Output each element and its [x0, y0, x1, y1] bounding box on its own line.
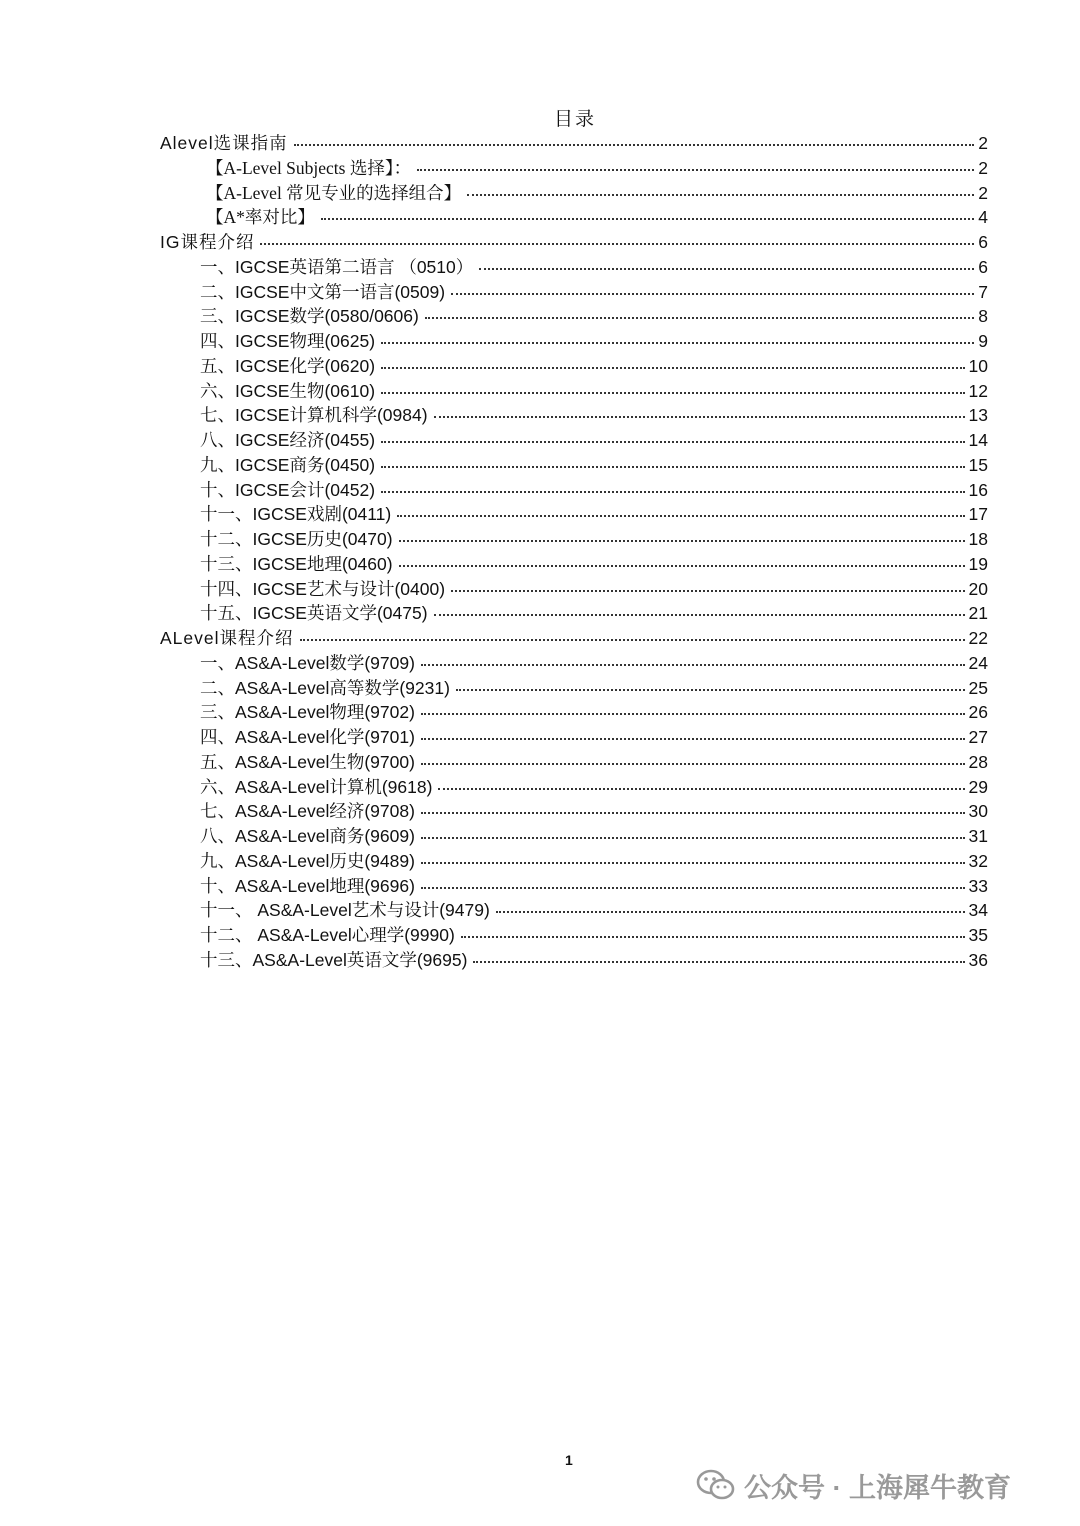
toc-entry[interactable] [160, 577, 988, 602]
toc-entry-label: 七、AS&A-Level经济(9708) [200, 801, 415, 822]
toc-entry[interactable] [160, 874, 988, 899]
toc-dot-leader [417, 169, 974, 171]
toc-entry-label: 一、IGCSE英语第二语言 （0510） [200, 256, 474, 277]
toc-dot-leader [434, 416, 965, 418]
toc-dot-leader [381, 392, 964, 394]
toc-entry-page: 34 [968, 900, 988, 921]
toc-entry[interactable] [160, 651, 988, 676]
toc-entry-label: 十一、 AS&A-Level艺术与设计(9479) [200, 900, 490, 921]
toc-entry-label: 二、IGCSE中文第一语言(0509) [200, 281, 446, 302]
toc-entry-label: 二、AS&A-Level高等数学(9231) [200, 677, 450, 698]
toc-entry-page: 16 [968, 479, 988, 500]
wechat-icon [696, 1468, 736, 1502]
toc-dot-leader [461, 936, 965, 938]
toc-dot-leader [425, 317, 974, 319]
toc-entry-page: 15 [968, 454, 988, 475]
toc-dot-leader [381, 342, 974, 344]
toc-dot-leader [456, 689, 965, 691]
toc-entry-label: 四、IGCSE物理(0625) [200, 331, 376, 351]
toc-entry-label: ALevel课程介绍 [160, 628, 294, 648]
toc-entry-label: 九、IGCSE商务(0450) [200, 454, 376, 475]
toc-entry-label: 三、IGCSE数学(0580/0606) [200, 306, 419, 327]
toc-entry-page: 14 [968, 430, 988, 450]
toc-entry[interactable] [160, 824, 988, 849]
toc-dot-leader [473, 961, 964, 963]
toc-entry-page: 2 [978, 133, 988, 153]
toc-entry[interactable] [160, 354, 988, 379]
toc-entry-label: 八、IGCSE经济(0455) [200, 430, 376, 450]
toc-entry-label: 【A*率对比】 [206, 207, 315, 228]
toc-dot-leader [496, 911, 965, 913]
toc-dot-leader [421, 887, 965, 889]
toc-entry-label: IG课程介绍 [160, 232, 255, 252]
toc-title: 目录 [553, 108, 596, 130]
toc-entry[interactable] [160, 379, 988, 404]
toc-entry-label: 十五、IGCSE英语文学(0475) [200, 603, 428, 624]
toc-dot-leader [421, 713, 965, 715]
toc-dot-leader [434, 614, 965, 616]
toc-dot-leader [399, 540, 965, 542]
toc-entry-label: 八、AS&A-Level商务(9609) [200, 826, 415, 846]
toc-entry[interactable] [160, 799, 988, 824]
toc-entry-page: 24 [968, 652, 988, 673]
toc-dot-leader [421, 738, 965, 740]
toc-entry[interactable] [160, 923, 988, 948]
toc-entry[interactable] [160, 725, 988, 750]
toc-entry-page: 20 [968, 578, 988, 599]
toc-entry-page: 7 [978, 281, 988, 302]
page-number: 1 [565, 1452, 573, 1468]
toc-entry-page: 18 [968, 529, 988, 549]
toc-dot-leader [397, 515, 964, 517]
toc-dot-leader [451, 590, 964, 592]
toc-entry-page: 27 [968, 727, 988, 747]
toc-dot-leader [438, 788, 964, 790]
toc-entry-label: 【A-Level Subjects 选择】： [206, 157, 412, 178]
toc-entry[interactable] [160, 329, 988, 354]
toc-entry-page: 10 [968, 355, 988, 376]
toc-entry-label: 十三、IGCSE地理(0460) [200, 553, 393, 574]
toc-entry-label: 十、IGCSE会计(0452) [200, 479, 376, 500]
toc-entry-page: 35 [968, 925, 988, 945]
toc-entry-label: 六、AS&A-Level计算机(9618) [200, 776, 433, 797]
toc-entry[interactable] [160, 552, 988, 577]
toc-dot-leader [381, 491, 964, 493]
toc-entry-page: 36 [968, 949, 988, 970]
toc-entry-label: 十三、AS&A-Level英语文学(9695) [200, 949, 468, 970]
toc-entry[interactable] [160, 527, 988, 552]
toc-entry[interactable] [160, 898, 988, 923]
toc-entry-page: 12 [968, 380, 988, 401]
toc-entry-label: 七、IGCSE计算机科学(0984) [200, 405, 428, 426]
toc-entry-page: 17 [968, 504, 988, 525]
toc-dot-leader [421, 837, 965, 839]
toc-entry-label: 十、AS&A-Level地理(9696) [200, 875, 415, 896]
toc-entry-page: 6 [978, 256, 988, 277]
toc-entry-label: 九、AS&A-Level历史(9489) [200, 850, 415, 871]
toc-entry[interactable] [160, 453, 988, 478]
toc-dot-leader [399, 565, 965, 567]
toc-dot-leader [260, 243, 974, 245]
toc-dot-leader [421, 763, 965, 765]
toc-entry[interactable] [160, 948, 988, 973]
toc-entry-label: 一、AS&A-Level数学(9709) [200, 652, 415, 673]
toc-entry[interactable] [160, 156, 988, 181]
toc-entry[interactable] [160, 601, 988, 626]
toc-entry-page: 30 [968, 801, 988, 822]
toc-entry[interactable] [160, 849, 988, 874]
toc-entry-label: 六、IGCSE生物(0610) [200, 380, 376, 401]
toc-dot-leader [451, 293, 974, 295]
toc-dot-leader [381, 367, 964, 369]
toc-entry[interactable] [160, 304, 988, 329]
toc-entry-page: 32 [968, 850, 988, 871]
toc-entry-label: 十四、IGCSE艺术与设计(0400) [200, 578, 446, 599]
toc-entry-label: 四、AS&A-Level化学(9701) [200, 727, 415, 747]
toc-entry-page: 6 [978, 232, 988, 252]
toc-dot-leader [467, 194, 974, 196]
toc-entry-page: 2 [978, 182, 988, 203]
watermark [696, 1465, 1011, 1505]
toc-dot-leader [381, 441, 964, 443]
toc-entry-page: 2 [978, 157, 988, 178]
toc-entry-page: 13 [968, 405, 988, 426]
toc-entry[interactable] [160, 403, 988, 428]
toc-entry[interactable] [160, 428, 988, 453]
toc-entry-label: 五、IGCSE化学(0620) [200, 355, 376, 376]
toc-entry-page: 25 [968, 677, 988, 698]
toc-entry[interactable] [160, 205, 988, 230]
toc-entry-page: 22 [968, 628, 988, 648]
toc-dot-leader [321, 218, 974, 220]
toc-entry-page: 29 [968, 776, 988, 797]
toc-entry[interactable] [160, 750, 988, 775]
toc-entry-label: 十一、IGCSE戏剧(0411) [200, 504, 392, 525]
toc-entry[interactable] [160, 280, 988, 305]
toc-entry-label: 十二、IGCSE历史(0470) [200, 529, 393, 549]
toc-dot-leader [294, 144, 975, 146]
watermark-text: 公众号 · 上海犀牛教育 [744, 1472, 1011, 1503]
toc-entry-page: 28 [968, 751, 988, 772]
toc-entry[interactable] [160, 700, 988, 725]
toc-entry-page: 21 [968, 603, 988, 624]
toc-entry[interactable] [160, 775, 988, 800]
toc-entry-label: Alevel选课指南 [160, 133, 288, 153]
table-of-contents [160, 131, 988, 973]
toc-entry[interactable] [160, 181, 988, 206]
toc-dot-leader [300, 639, 965, 641]
toc-entry-label: 【A-Level 常见专业的选择组合】 [206, 182, 462, 203]
toc-entry[interactable] [160, 502, 988, 527]
toc-dot-leader [479, 268, 974, 270]
toc-dot-leader [421, 664, 965, 666]
toc-entry-page: 4 [978, 207, 988, 228]
toc-dot-leader [421, 862, 965, 864]
toc-entry-page: 31 [968, 826, 988, 846]
toc-entry[interactable] [160, 230, 988, 255]
toc-entry-page: 9 [978, 331, 988, 351]
toc-entry-page: 33 [968, 875, 988, 896]
toc-entry-label: 五、AS&A-Level生物(9700) [200, 751, 415, 772]
toc-dot-leader [381, 466, 964, 468]
toc-entry[interactable] [160, 131, 988, 156]
toc-entry[interactable] [160, 676, 988, 701]
toc-entry-label: 十二、 AS&A-Level心理学(9990) [200, 925, 455, 945]
toc-entry[interactable] [160, 626, 988, 651]
toc-entry-label: 三、AS&A-Level物理(9702) [200, 702, 415, 723]
toc-entry[interactable] [160, 478, 988, 503]
toc-entry-page: 8 [978, 306, 988, 327]
toc-entry-page: 19 [968, 553, 988, 574]
toc-entry[interactable] [160, 255, 988, 280]
toc-dot-leader [421, 812, 965, 814]
toc-entry-page: 26 [968, 702, 988, 723]
